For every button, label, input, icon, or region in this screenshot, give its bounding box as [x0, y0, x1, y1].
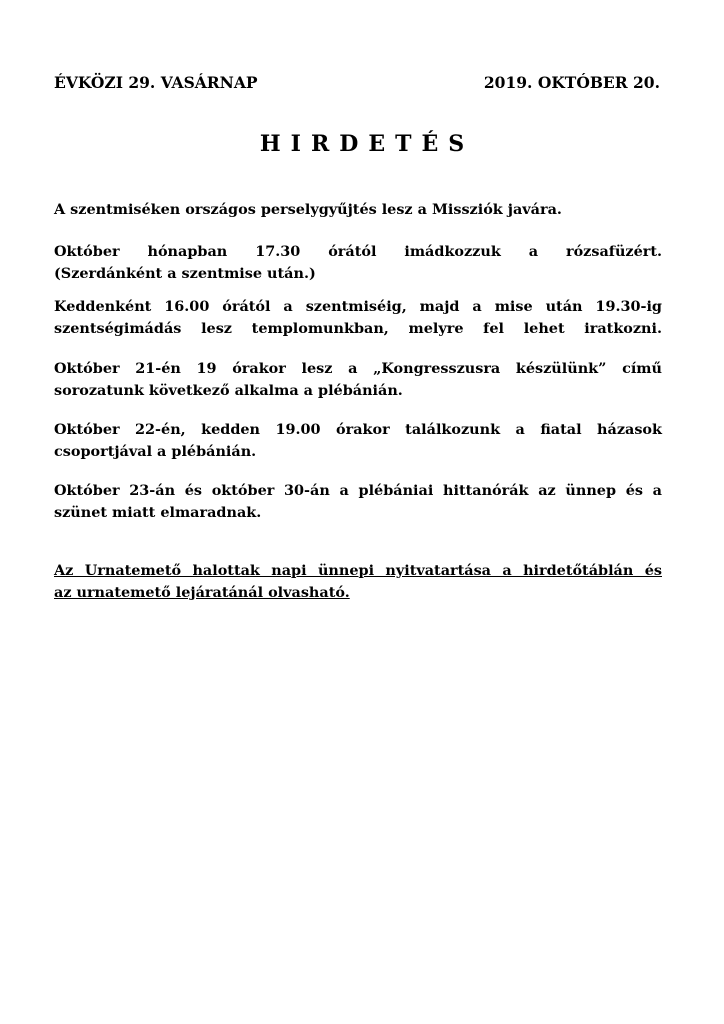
announcement-line: Az Urnatemető halottak napi ünnepi nyitvatartása a hirdetőtáblán és — [54, 562, 662, 579]
date-label: 2019. OKTÓBER 20. — [483, 73, 660, 92]
announcement-line: Október 22-én, kedden 19.00 órakor találkozunk a fiatal házasok — [54, 421, 662, 438]
announcement-young-couples — [54, 419, 662, 463]
header-row — [54, 72, 660, 94]
announcement-urn-cemetery — [54, 560, 662, 604]
announcement-catechism — [54, 480, 662, 524]
announcement-congress — [54, 358, 662, 402]
announcement-line: Október hónapban 17.30 órától imádkozzuk a rózsafüzért. — [54, 243, 662, 260]
announcement-adoration — [54, 296, 662, 340]
announcement-line: szentségimádás lesz templomunkban, melyre fel lehet iratkozni. — [54, 320, 662, 337]
page-title: HIRDETÉS — [259, 131, 475, 157]
sunday-label: ÉVKÖZI 29. VASÁRNAP — [54, 73, 258, 92]
announcement-line: sorozatunk következő alkalma a plébánián. — [54, 382, 403, 399]
announcement-rosary — [54, 241, 662, 285]
announcement-line: csoportjával a plébánián. — [54, 443, 257, 460]
announcement-line: A szentmiséken országos perselygyűjtés lesz a Missziók javára. — [54, 201, 562, 218]
announcement-line: Október 21-én 19 órakor lesz a „Kongresszusra készülünk” című — [54, 360, 662, 377]
announcement-line: (Szerdánként a szentmise után.) — [54, 265, 316, 282]
announcement-line: Október 23-án és október 30-án a plébániai hittanórák az ünnep és a — [54, 482, 662, 499]
announcement-line: az urnatemető lejáratánál olvasható. — [54, 584, 350, 601]
announcement-line: szünet miatt elmaradnak. — [54, 504, 262, 521]
announcement-line: Keddenként 16.00 órától a szentmiséig, majd a mise után 19.30-ig — [54, 298, 662, 315]
announcement-collection — [54, 199, 662, 221]
